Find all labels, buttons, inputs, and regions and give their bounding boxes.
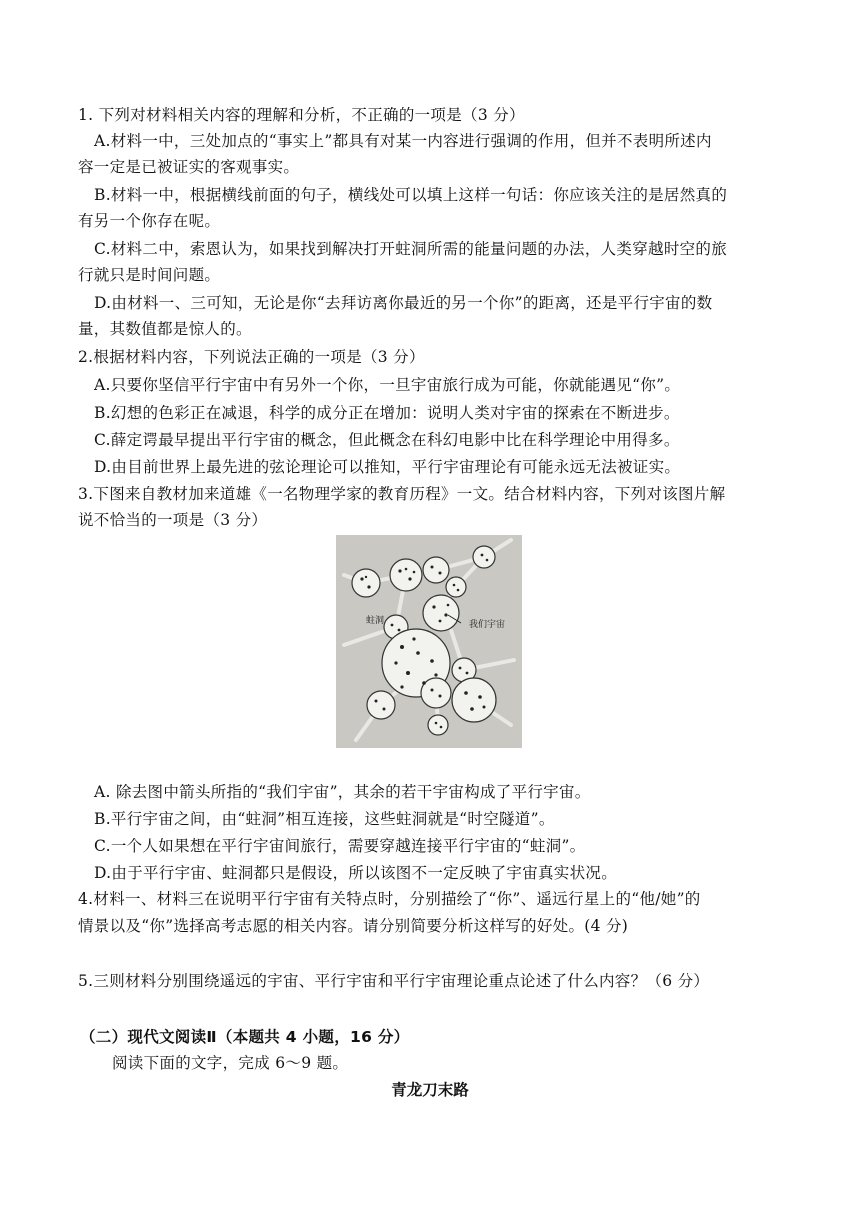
universe-bubble [352, 569, 380, 597]
q3-option-c: C.一个人如果想在平行宇宙间旅行，需要穿越连接平行宇宙的“蛀洞”。 [94, 837, 586, 855]
q1-option-c-line2: 行就只是时间问题。 [78, 266, 221, 284]
universe-bubble [452, 678, 496, 722]
q1-option-a-line2: 容一定是已被证实的客观事实。 [78, 158, 300, 176]
q1-option-d-line1: D.由材料一、三可知，无论是你“去拜访离你最近的另一个你”的距离，还是平行宇宙的数 [94, 294, 713, 312]
universe-bubble [473, 546, 495, 568]
section2-instruction: 阅读下面的文字，完成 6～9 题。 [112, 1054, 349, 1072]
q2-option-d: D.由目前世界上最先进的弦论理论可以推知，平行宇宙理论有可能永远无法被证实。 [94, 458, 681, 476]
universe-bubble-ours [423, 595, 459, 631]
q3-option-d: D.由于平行宇宙、蛀洞都只是假设，所以该图不一定反映了宇宙真实状况。 [94, 864, 618, 882]
q3-option-b: B.平行宇宙之间，由“蛀洞”相互连接，这些蛀洞就是“时空隧道”。 [94, 810, 555, 828]
q1-option-d-line2: 量，其数值都是惊人的。 [78, 320, 252, 338]
q1-option-c-line1: C.材料二中，索恩认为，如果找到解决打开蛀洞所需的能量问题的办法，人类穿越时空的旅 [94, 240, 728, 258]
universe-bubble [423, 557, 449, 583]
universe-bubble [390, 559, 422, 591]
q2-option-b: B.幻想的色彩正在减退，科学的成分正在增加：说明人类对宇宙的探索在不断进步。 [94, 404, 680, 422]
q1-option-a-line1: A.材料一中，三处加点的“事实上”都具有对某一内容进行强调的作用，但并不表明所述内 [94, 132, 712, 150]
q2-option-a: A.只要你坚信平行宇宙中有另外一个你，一旦宇宙旅行成为可能，你就能遇见“你”。 [94, 376, 681, 394]
q3-stem-line1: 3.下图来自教材加来道雄《一名物理学家的教育历程》一文。结合材料内容，下列对该图片解 [78, 485, 726, 503]
passage-title: 青龙刀末路 [391, 1081, 469, 1099]
universe-bubble [367, 691, 395, 719]
q1-option-b-line2: 有另一个你存在呢。 [78, 212, 221, 230]
q4-line1: 4.材料一、材料三在说明平行宇宙有关特点时，分别描绘了“你”、遥远行星上的“他/她”的 [78, 890, 701, 908]
q2-stem: 2.根据材料内容，下列说法正确的一项是（3 分） [78, 348, 425, 366]
q5-line1: 5.三则材料分别围绕遥远的宇宙、平行宇宙和平行宇宙理论重点论述了什么内容？（6 分） [78, 972, 710, 990]
label-our-universe: 我们宇宙 [469, 620, 506, 630]
q3-option-a: A. 除去图中箭头所指的“我们宇宙”，其余的若干宇宙构成了平行宇宙。 [94, 783, 591, 801]
universe-bubble [428, 715, 448, 735]
q1-option-b-line1: B.材料一中，根据横线前面的句子，横线处可以填上这样一句话：你应该关注的是居然真的 [94, 186, 728, 204]
q1-stem: 1. 下列对材料相关内容的理解和分析，不正确的一项是（3 分） [78, 106, 525, 124]
section2-heading: （二）现代文阅读Ⅱ（本题共 4 小题，16 分） [80, 1028, 410, 1046]
label-wormhole: 蛀洞 [366, 616, 385, 626]
universe-bubble [446, 577, 466, 597]
q2-option-c: C.薛定谔最早提出平行宇宙的概念，但此概念在科幻电影中比在科学理论中用得多。 [94, 431, 680, 449]
universe-diagram [336, 535, 522, 748]
q4-line2: 情景以及“你”选择高考志愿的相关内容。请分别简要分析这样写的好处。(4 分) [78, 917, 629, 935]
parallel-universe-figure [336, 535, 522, 748]
q3-stem-line2: 说不恰当的一项是（3 分） [78, 511, 268, 529]
